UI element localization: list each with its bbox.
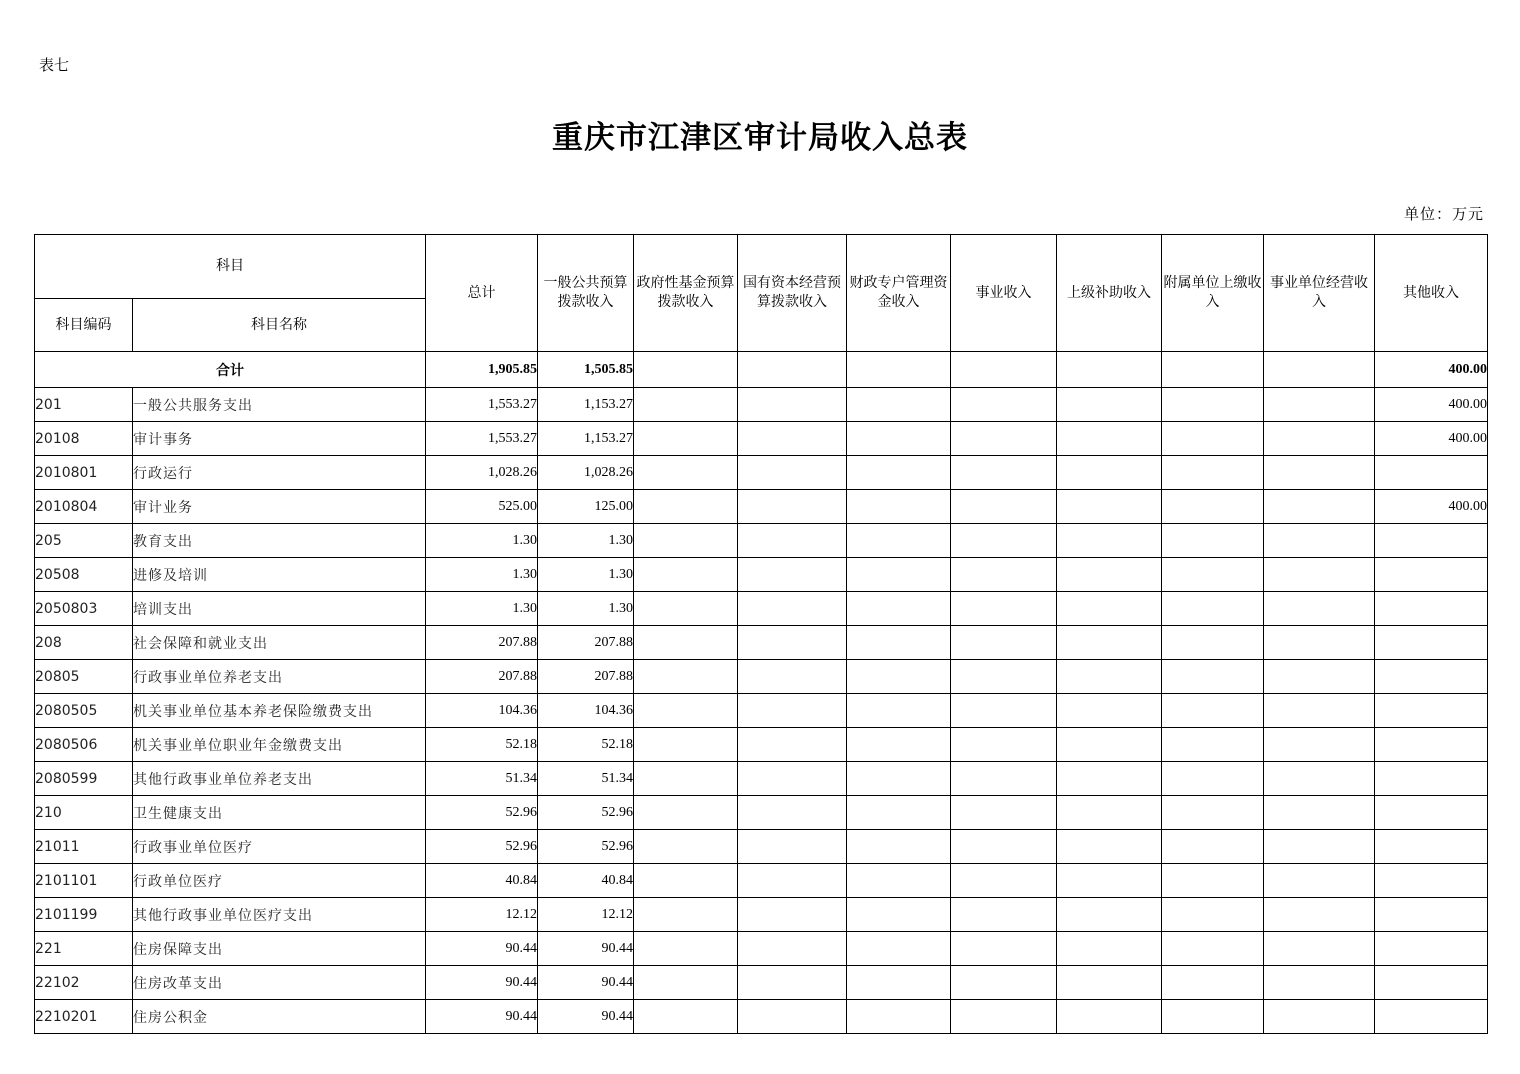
amount-cell bbox=[1057, 524, 1162, 558]
amount-cell bbox=[1162, 388, 1264, 422]
amount-cell bbox=[951, 694, 1057, 728]
header-name: 科目名称 bbox=[133, 299, 426, 352]
amount-cell bbox=[634, 490, 738, 524]
amount-cell bbox=[1375, 694, 1488, 728]
amount-cell bbox=[1162, 660, 1264, 694]
amount-cell: 51.34 bbox=[426, 762, 538, 796]
subject-name: 进修及培训 bbox=[133, 558, 426, 592]
amount-cell bbox=[1264, 932, 1375, 966]
header-col-3: 国有资本经营预算拨款收入 bbox=[738, 235, 847, 352]
amount-cell: 207.88 bbox=[538, 626, 634, 660]
subject-name: 机关事业单位基本养老保险缴费支出 bbox=[133, 694, 426, 728]
amount-cell bbox=[1057, 592, 1162, 626]
amount-cell bbox=[738, 966, 847, 1000]
subject-code: 2210201 bbox=[35, 1000, 133, 1034]
table-row bbox=[35, 694, 1488, 728]
amount-cell bbox=[951, 422, 1057, 456]
amount-cell: 1.30 bbox=[426, 592, 538, 626]
total-value bbox=[738, 352, 847, 388]
subject-name: 行政事业单位医疗 bbox=[133, 830, 426, 864]
amount-cell: 400.00 bbox=[1375, 388, 1488, 422]
total-value bbox=[1057, 352, 1162, 388]
amount-cell bbox=[951, 490, 1057, 524]
amount-cell bbox=[951, 524, 1057, 558]
amount-cell bbox=[738, 388, 847, 422]
table-row bbox=[35, 762, 1488, 796]
amount-cell: 104.36 bbox=[426, 694, 538, 728]
amount-cell bbox=[847, 762, 951, 796]
amount-cell bbox=[951, 558, 1057, 592]
amount-cell bbox=[1375, 728, 1488, 762]
amount-cell bbox=[1375, 830, 1488, 864]
subject-code: 21011 bbox=[35, 830, 133, 864]
amount-cell bbox=[738, 524, 847, 558]
amount-cell bbox=[1162, 694, 1264, 728]
amount-cell bbox=[1162, 558, 1264, 592]
amount-cell: 400.00 bbox=[1375, 422, 1488, 456]
amount-cell: 1,553.27 bbox=[426, 388, 538, 422]
subject-name: 一般公共服务支出 bbox=[133, 388, 426, 422]
total-value: 1,505.85 bbox=[538, 352, 634, 388]
header-subject: 科目 bbox=[35, 235, 426, 299]
amount-cell bbox=[738, 592, 847, 626]
subject-name: 行政事业单位养老支出 bbox=[133, 660, 426, 694]
amount-cell bbox=[634, 898, 738, 932]
amount-cell bbox=[634, 422, 738, 456]
amount-cell: 40.84 bbox=[538, 864, 634, 898]
amount-cell bbox=[847, 456, 951, 490]
amount-cell bbox=[1375, 932, 1488, 966]
amount-cell bbox=[847, 898, 951, 932]
table-row bbox=[35, 388, 1488, 422]
amount-cell bbox=[738, 626, 847, 660]
amount-cell bbox=[1375, 456, 1488, 490]
table-row bbox=[35, 524, 1488, 558]
table-row bbox=[35, 1000, 1488, 1034]
amount-cell bbox=[1375, 626, 1488, 660]
subject-name: 其他行政事业单位养老支出 bbox=[133, 762, 426, 796]
table-row bbox=[35, 728, 1488, 762]
table-row bbox=[35, 592, 1488, 626]
amount-cell bbox=[634, 558, 738, 592]
amount-cell bbox=[1264, 388, 1375, 422]
subject-code: 208 bbox=[35, 626, 133, 660]
amount-cell bbox=[1264, 694, 1375, 728]
amount-cell: 1.30 bbox=[426, 524, 538, 558]
table-row bbox=[35, 796, 1488, 830]
amount-cell bbox=[951, 1000, 1057, 1034]
amount-cell bbox=[1162, 762, 1264, 796]
amount-cell bbox=[634, 728, 738, 762]
subject-name: 住房公积金 bbox=[133, 1000, 426, 1034]
amount-cell bbox=[1375, 1000, 1488, 1034]
amount-cell bbox=[1264, 558, 1375, 592]
header-col-4: 财政专户管理资金收入 bbox=[847, 235, 951, 352]
amount-cell: 125.00 bbox=[538, 490, 634, 524]
amount-cell: 525.00 bbox=[426, 490, 538, 524]
amount-cell bbox=[1264, 796, 1375, 830]
subject-name: 审计业务 bbox=[133, 490, 426, 524]
amount-cell bbox=[1057, 728, 1162, 762]
amount-cell bbox=[634, 524, 738, 558]
amount-cell bbox=[1057, 898, 1162, 932]
subject-code: 221 bbox=[35, 932, 133, 966]
table-row bbox=[35, 558, 1488, 592]
amount-cell bbox=[951, 728, 1057, 762]
amount-cell bbox=[847, 490, 951, 524]
amount-cell bbox=[1162, 830, 1264, 864]
amount-cell bbox=[847, 796, 951, 830]
amount-cell bbox=[847, 422, 951, 456]
amount-cell bbox=[847, 694, 951, 728]
amount-cell bbox=[1264, 592, 1375, 626]
amount-cell bbox=[738, 1000, 847, 1034]
amount-cell: 90.44 bbox=[538, 966, 634, 1000]
amount-cell bbox=[1264, 626, 1375, 660]
amount-cell bbox=[1162, 728, 1264, 762]
subject-code: 2010804 bbox=[35, 490, 133, 524]
amount-cell bbox=[1162, 1000, 1264, 1034]
amount-cell bbox=[1057, 660, 1162, 694]
total-value bbox=[847, 352, 951, 388]
amount-cell bbox=[847, 660, 951, 694]
amount-cell: 400.00 bbox=[1375, 490, 1488, 524]
amount-cell bbox=[634, 626, 738, 660]
amount-cell bbox=[951, 966, 1057, 1000]
amount-cell bbox=[1057, 456, 1162, 490]
amount-cell bbox=[1264, 830, 1375, 864]
total-value bbox=[951, 352, 1057, 388]
income-summary-table bbox=[34, 234, 1488, 1034]
table-row bbox=[35, 830, 1488, 864]
amount-cell bbox=[1057, 1000, 1162, 1034]
amount-cell bbox=[1375, 660, 1488, 694]
amount-cell bbox=[1162, 796, 1264, 830]
amount-cell: 12.12 bbox=[426, 898, 538, 932]
subject-code: 2050803 bbox=[35, 592, 133, 626]
amount-cell bbox=[634, 660, 738, 694]
amount-cell bbox=[1057, 966, 1162, 1000]
subject-code: 20805 bbox=[35, 660, 133, 694]
amount-cell bbox=[1162, 422, 1264, 456]
amount-cell: 1,153.27 bbox=[538, 388, 634, 422]
amount-cell bbox=[634, 388, 738, 422]
total-row bbox=[35, 352, 1488, 388]
amount-cell bbox=[1375, 966, 1488, 1000]
amount-cell bbox=[1057, 762, 1162, 796]
subject-code: 2080599 bbox=[35, 762, 133, 796]
amount-cell bbox=[738, 762, 847, 796]
amount-cell: 52.18 bbox=[538, 728, 634, 762]
amount-cell bbox=[1162, 898, 1264, 932]
amount-cell bbox=[1375, 898, 1488, 932]
amount-cell bbox=[1057, 422, 1162, 456]
subject-code: 201 bbox=[35, 388, 133, 422]
amount-cell bbox=[738, 830, 847, 864]
page-title: 重庆市江津区审计局收入总表 bbox=[552, 120, 968, 156]
amount-cell: 207.88 bbox=[538, 660, 634, 694]
amount-cell: 52.96 bbox=[538, 830, 634, 864]
amount-cell bbox=[1264, 524, 1375, 558]
subject-name: 培训支出 bbox=[133, 592, 426, 626]
amount-cell bbox=[634, 796, 738, 830]
amount-cell bbox=[951, 932, 1057, 966]
subject-name: 社会保障和就业支出 bbox=[133, 626, 426, 660]
subject-name: 教育支出 bbox=[133, 524, 426, 558]
amount-cell: 90.44 bbox=[426, 966, 538, 1000]
amount-cell: 12.12 bbox=[538, 898, 634, 932]
amount-cell bbox=[634, 1000, 738, 1034]
subject-code: 2101199 bbox=[35, 898, 133, 932]
amount-cell bbox=[1264, 660, 1375, 694]
table-row bbox=[35, 626, 1488, 660]
amount-cell bbox=[1057, 694, 1162, 728]
amount-cell bbox=[1057, 490, 1162, 524]
subject-code: 2080505 bbox=[35, 694, 133, 728]
amount-cell bbox=[1057, 796, 1162, 830]
table-row bbox=[35, 660, 1488, 694]
amount-cell: 90.44 bbox=[538, 932, 634, 966]
amount-cell bbox=[1264, 864, 1375, 898]
subject-code: 205 bbox=[35, 524, 133, 558]
amount-cell bbox=[738, 728, 847, 762]
amount-cell bbox=[738, 796, 847, 830]
amount-cell bbox=[738, 898, 847, 932]
subject-code: 2101101 bbox=[35, 864, 133, 898]
amount-cell: 90.44 bbox=[426, 932, 538, 966]
amount-cell bbox=[1057, 932, 1162, 966]
amount-cell bbox=[1162, 456, 1264, 490]
amount-cell bbox=[738, 456, 847, 490]
amount-cell bbox=[951, 456, 1057, 490]
amount-cell bbox=[1375, 796, 1488, 830]
amount-cell bbox=[1375, 524, 1488, 558]
amount-cell bbox=[1375, 592, 1488, 626]
amount-cell bbox=[634, 694, 738, 728]
table-row bbox=[35, 864, 1488, 898]
amount-cell bbox=[1057, 558, 1162, 592]
amount-cell bbox=[634, 932, 738, 966]
amount-cell bbox=[847, 1000, 951, 1034]
amount-cell bbox=[1162, 864, 1264, 898]
amount-cell bbox=[951, 626, 1057, 660]
table-id: 表七 bbox=[39, 56, 70, 74]
header-col-9: 其他收入 bbox=[1375, 235, 1488, 352]
amount-cell bbox=[1264, 728, 1375, 762]
amount-cell: 52.96 bbox=[538, 796, 634, 830]
header-col-7: 附属单位上缴收入 bbox=[1162, 235, 1264, 352]
amount-cell bbox=[738, 422, 847, 456]
header-col-2: 政府性基金预算拨款收入 bbox=[634, 235, 738, 352]
amount-cell: 1.30 bbox=[538, 524, 634, 558]
amount-cell bbox=[1162, 524, 1264, 558]
amount-cell bbox=[1162, 626, 1264, 660]
amount-cell bbox=[1264, 762, 1375, 796]
amount-cell bbox=[847, 966, 951, 1000]
total-value: 400.00 bbox=[1375, 352, 1488, 388]
amount-cell: 52.96 bbox=[426, 796, 538, 830]
amount-cell bbox=[1264, 898, 1375, 932]
amount-cell bbox=[1264, 966, 1375, 1000]
header-col-5: 事业收入 bbox=[951, 235, 1057, 352]
amount-cell: 51.34 bbox=[538, 762, 634, 796]
amount-cell bbox=[1264, 490, 1375, 524]
table-row bbox=[35, 422, 1488, 456]
amount-cell bbox=[847, 932, 951, 966]
amount-cell bbox=[738, 660, 847, 694]
amount-cell: 207.88 bbox=[426, 660, 538, 694]
amount-cell bbox=[951, 796, 1057, 830]
subject-code: 20108 bbox=[35, 422, 133, 456]
table-row bbox=[35, 456, 1488, 490]
amount-cell bbox=[634, 864, 738, 898]
amount-cell bbox=[738, 932, 847, 966]
amount-cell: 1,028.26 bbox=[538, 456, 634, 490]
amount-cell bbox=[847, 728, 951, 762]
amount-cell bbox=[634, 592, 738, 626]
amount-cell bbox=[847, 864, 951, 898]
amount-cell bbox=[1264, 456, 1375, 490]
unit-label: 单位：万元 bbox=[1403, 205, 1484, 223]
amount-cell: 207.88 bbox=[426, 626, 538, 660]
subject-code: 2080506 bbox=[35, 728, 133, 762]
amount-cell bbox=[1162, 966, 1264, 1000]
total-value bbox=[1264, 352, 1375, 388]
amount-cell bbox=[634, 762, 738, 796]
header-col-1: 一般公共预算拨款收入 bbox=[538, 235, 634, 352]
amount-cell bbox=[951, 864, 1057, 898]
amount-cell: 1,553.27 bbox=[426, 422, 538, 456]
amount-cell: 1,153.27 bbox=[538, 422, 634, 456]
subject-code: 20508 bbox=[35, 558, 133, 592]
amount-cell bbox=[847, 830, 951, 864]
subject-code: 2010801 bbox=[35, 456, 133, 490]
amount-cell bbox=[951, 592, 1057, 626]
amount-cell bbox=[634, 966, 738, 1000]
amount-cell bbox=[847, 626, 951, 660]
subject-name: 其他行政事业单位医疗支出 bbox=[133, 898, 426, 932]
table-row bbox=[35, 490, 1488, 524]
total-value: 1,905.85 bbox=[426, 352, 538, 388]
amount-cell: 1,028.26 bbox=[426, 456, 538, 490]
header-col-8: 事业单位经营收入 bbox=[1264, 235, 1375, 352]
subject-code: 22102 bbox=[35, 966, 133, 1000]
amount-cell bbox=[1162, 490, 1264, 524]
header-col-0: 总计 bbox=[426, 235, 538, 352]
amount-cell bbox=[1057, 864, 1162, 898]
amount-cell bbox=[1375, 864, 1488, 898]
amount-cell bbox=[1162, 932, 1264, 966]
amount-cell: 90.44 bbox=[538, 1000, 634, 1034]
amount-cell bbox=[634, 456, 738, 490]
table-row bbox=[35, 932, 1488, 966]
header-col-6: 上级补助收入 bbox=[1057, 235, 1162, 352]
amount-cell bbox=[951, 762, 1057, 796]
amount-cell: 1.30 bbox=[426, 558, 538, 592]
amount-cell bbox=[738, 558, 847, 592]
amount-cell bbox=[847, 558, 951, 592]
subject-name: 行政单位医疗 bbox=[133, 864, 426, 898]
amount-cell bbox=[951, 830, 1057, 864]
amount-cell: 40.84 bbox=[426, 864, 538, 898]
amount-cell bbox=[1375, 762, 1488, 796]
amount-cell: 104.36 bbox=[538, 694, 634, 728]
subject-name: 住房改革支出 bbox=[133, 966, 426, 1000]
amount-cell bbox=[1264, 1000, 1375, 1034]
amount-cell bbox=[1057, 388, 1162, 422]
amount-cell bbox=[951, 898, 1057, 932]
amount-cell bbox=[847, 388, 951, 422]
amount-cell bbox=[1057, 626, 1162, 660]
amount-cell bbox=[1264, 422, 1375, 456]
subject-name: 住房保障支出 bbox=[133, 932, 426, 966]
subject-code: 210 bbox=[35, 796, 133, 830]
amount-cell bbox=[847, 592, 951, 626]
amount-cell bbox=[738, 864, 847, 898]
subject-name: 机关事业单位职业年金缴费支出 bbox=[133, 728, 426, 762]
amount-cell bbox=[1375, 558, 1488, 592]
amount-cell: 52.96 bbox=[426, 830, 538, 864]
table-row bbox=[35, 898, 1488, 932]
subject-name: 审计事务 bbox=[133, 422, 426, 456]
amount-cell bbox=[1057, 830, 1162, 864]
amount-cell bbox=[634, 830, 738, 864]
total-value bbox=[1162, 352, 1264, 388]
total-value bbox=[634, 352, 738, 388]
amount-cell bbox=[738, 694, 847, 728]
amount-cell: 90.44 bbox=[426, 1000, 538, 1034]
amount-cell bbox=[951, 660, 1057, 694]
amount-cell: 52.18 bbox=[426, 728, 538, 762]
table-row bbox=[35, 966, 1488, 1000]
amount-cell: 1.30 bbox=[538, 592, 634, 626]
amount-cell: 1.30 bbox=[538, 558, 634, 592]
amount-cell bbox=[847, 524, 951, 558]
subject-name: 卫生健康支出 bbox=[133, 796, 426, 830]
amount-cell bbox=[1162, 592, 1264, 626]
amount-cell bbox=[738, 490, 847, 524]
subject-name: 行政运行 bbox=[133, 456, 426, 490]
header-code: 科目编码 bbox=[35, 299, 133, 352]
amount-cell bbox=[951, 388, 1057, 422]
total-label: 合计 bbox=[35, 352, 426, 388]
